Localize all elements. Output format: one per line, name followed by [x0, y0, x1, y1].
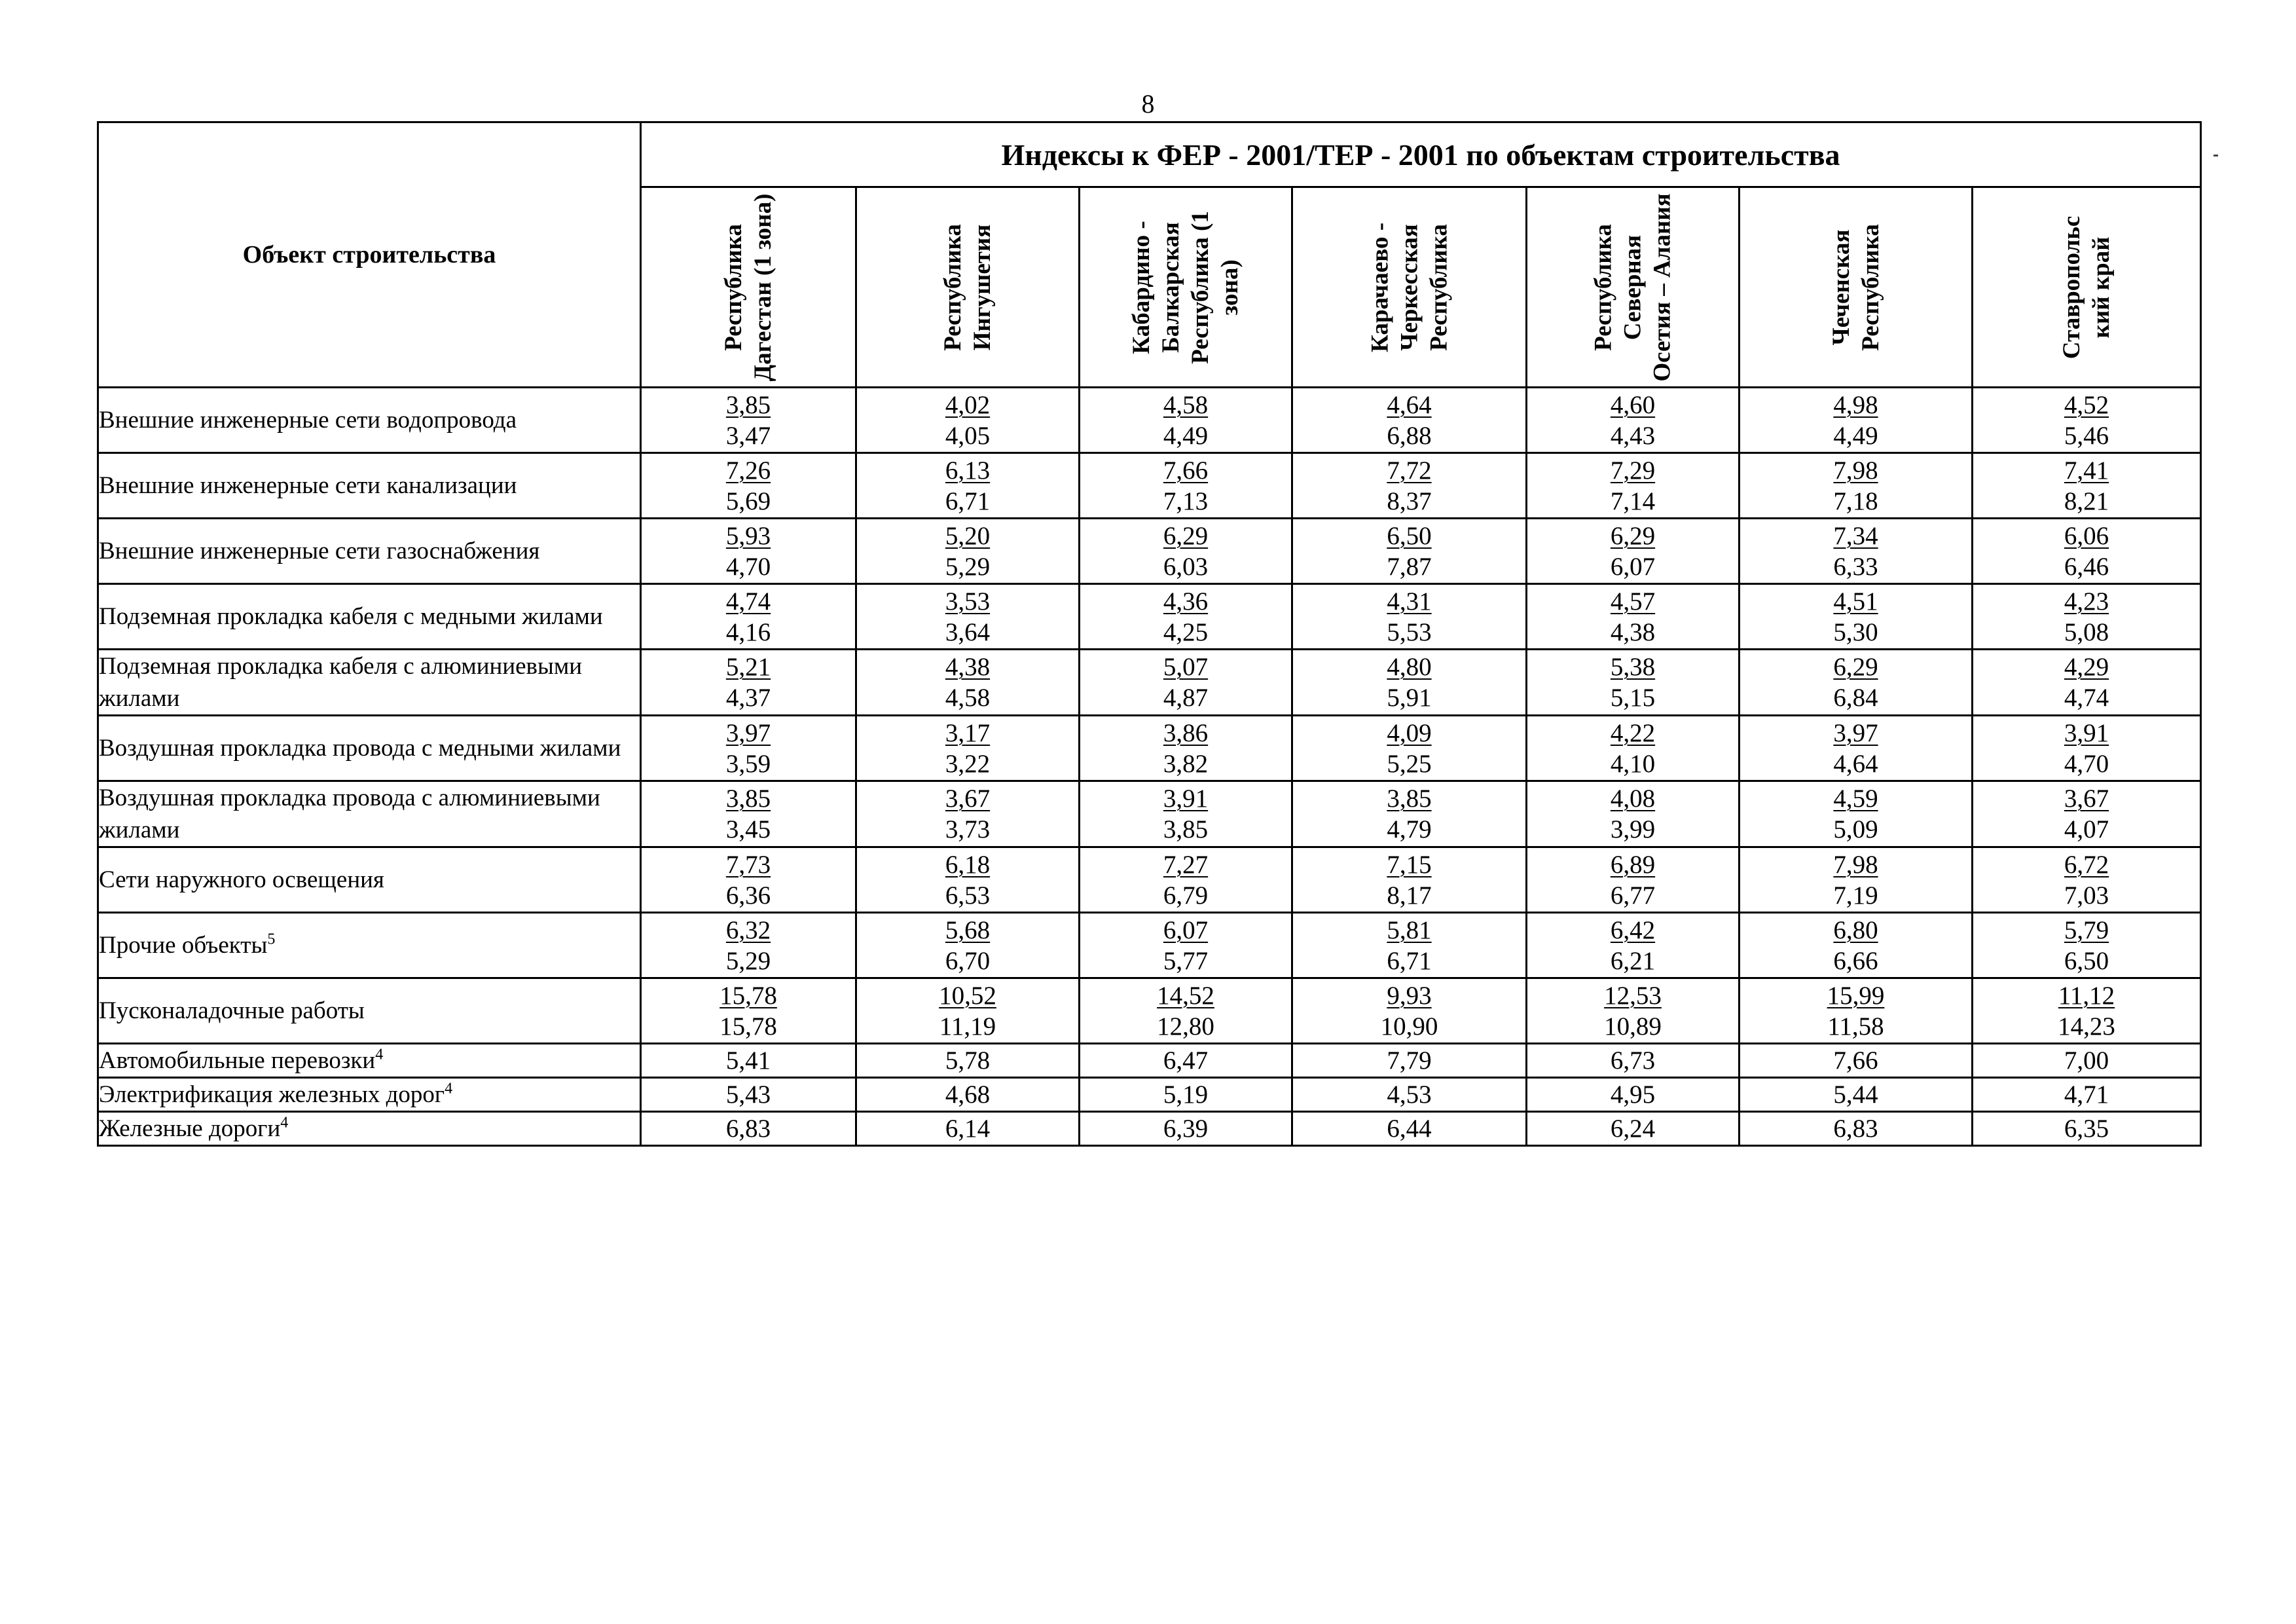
index-fraction-cell — [1292, 847, 1527, 913]
index-denominator: 6,79 — [1163, 881, 1209, 910]
index-numerator: 4,08 — [1610, 784, 1656, 813]
index-denominator: 3,59 — [725, 749, 771, 778]
row-label-text: Электрификация железных дорог — [99, 1081, 445, 1108]
index-fraction-cell — [641, 453, 856, 519]
index-numerator: 5,07 — [1163, 653, 1209, 681]
index-denominator: 14,23 — [2058, 1012, 2115, 1041]
index-numerator: 6,50 — [1387, 521, 1432, 550]
index-denominator: 6,71 — [1387, 946, 1432, 975]
index-denominator: 6,88 — [1387, 421, 1432, 450]
index-denominator: 6,66 — [1833, 946, 1878, 975]
row-label-text: Воздушная прокладка провода с алюминиевыми жилами — [99, 784, 600, 843]
index-fraction-cell — [856, 388, 1080, 453]
index-value: 6,47 — [1080, 1044, 1292, 1078]
row-label-text: Внешние инженерные сети канализации — [99, 472, 517, 499]
index-fraction-cell — [641, 716, 856, 781]
index-denominator: 6,71 — [945, 487, 991, 515]
index-denominator: 3,73 — [945, 815, 991, 843]
index-fraction-cell — [641, 913, 856, 978]
table-row — [98, 519, 2201, 584]
index-numerator: 7,66 — [1163, 456, 1209, 485]
index-fraction-cell — [1292, 388, 1527, 453]
index-fraction-cell — [1080, 519, 1292, 584]
index-fraction-cell — [1527, 519, 1740, 584]
index-value: 6,73 — [1527, 1044, 1740, 1078]
index-fraction-cell — [1973, 978, 2201, 1044]
index-numerator: 4,64 — [1387, 390, 1432, 419]
index-denominator: 5,08 — [2064, 618, 2109, 646]
row-label — [98, 453, 641, 519]
index-numerator: 5,79 — [2064, 915, 2109, 944]
index-fraction-cell — [1527, 781, 1740, 847]
index-fraction-cell — [1973, 453, 2201, 519]
index-value: 6,14 — [856, 1112, 1080, 1146]
index-numerator: 6,72 — [2064, 850, 2109, 879]
region-header-chechnya — [1740, 187, 1973, 388]
index-fraction-cell — [1973, 716, 2201, 781]
index-numerator: 4,80 — [1387, 653, 1432, 681]
index-denominator: 5,30 — [1833, 618, 1878, 646]
index-fraction-cell — [1973, 584, 2201, 650]
index-fraction-cell — [1527, 978, 1740, 1044]
index-numerator: 3,91 — [2064, 718, 2109, 747]
table-title: Индексы к ФЕР - 2001/ТЕР - 2001 по объектам строительства — [641, 122, 2201, 187]
index-denominator: 4,16 — [725, 618, 771, 646]
index-denominator: 7,19 — [1833, 881, 1878, 910]
index-denominator: 4,70 — [725, 552, 771, 581]
index-fraction-cell — [1973, 388, 2201, 453]
index-numerator: 9,93 — [1387, 981, 1432, 1010]
index-numerator: 12,53 — [1604, 981, 1662, 1010]
row-label — [98, 978, 641, 1044]
index-fraction-cell — [1292, 519, 1527, 584]
index-fraction-cell — [1292, 584, 1527, 650]
index-denominator: 11,58 — [1827, 1012, 1884, 1041]
row-label-text: Внешние инженерные сети газоснабжения — [99, 538, 540, 564]
index-fraction-cell — [1080, 584, 1292, 650]
index-value: 6,44 — [1292, 1112, 1527, 1146]
index-numerator: 3,85 — [1387, 784, 1432, 813]
index-fraction-cell — [1080, 388, 1292, 453]
row-label — [98, 847, 641, 913]
index-numerator: 7,98 — [1833, 850, 1878, 879]
index-numerator: 6,42 — [1610, 915, 1656, 944]
index-value: 4,68 — [856, 1078, 1080, 1112]
index-fraction-cell — [1080, 781, 1292, 847]
footnote-mark: 5 — [267, 931, 276, 948]
index-denominator: 7,18 — [1833, 487, 1878, 515]
index-denominator: 5,69 — [725, 487, 771, 515]
index-fraction-cell — [856, 716, 1080, 781]
index-numerator: 7,26 — [725, 456, 771, 485]
row-label — [98, 388, 641, 453]
index-denominator: 7,87 — [1387, 552, 1432, 581]
index-denominator: 3,22 — [945, 749, 991, 778]
index-fraction-cell — [1740, 913, 1973, 978]
index-denominator: 4,64 — [1833, 749, 1878, 778]
index-value: 4,71 — [1973, 1078, 2201, 1112]
index-denominator: 10,89 — [1604, 1012, 1662, 1041]
index-denominator: 3,64 — [945, 618, 991, 646]
index-denominator: 6,36 — [725, 881, 771, 910]
index-numerator: 7,15 — [1387, 850, 1432, 879]
index-denominator: 6,70 — [945, 946, 991, 975]
index-fraction-cell — [1740, 453, 1973, 519]
index-numerator: 7,73 — [725, 850, 771, 879]
index-fraction-cell — [1080, 847, 1292, 913]
row-label — [98, 781, 641, 847]
index-fraction-cell — [856, 913, 1080, 978]
row-label-text: Внешние инженерные сети водопровода — [99, 407, 517, 434]
index-denominator: 11,19 — [939, 1012, 996, 1041]
index-fraction-cell — [1527, 584, 1740, 650]
region-header-label: Республика Северная Осетия – Алания — [1590, 193, 1676, 382]
region-header-karachay-cherkessia — [1292, 187, 1527, 388]
row-label — [98, 1112, 641, 1146]
region-header-label: Республика Ингушетия — [939, 223, 996, 351]
region-header-dagestan — [641, 187, 856, 388]
index-denominator: 4,25 — [1163, 618, 1209, 646]
index-fraction-cell — [1527, 913, 1740, 978]
index-fraction-cell — [856, 650, 1080, 716]
index-denominator: 5,53 — [1387, 618, 1432, 646]
index-fraction-cell — [641, 388, 856, 453]
index-numerator: 4,59 — [1833, 784, 1878, 813]
index-fraction-cell — [1292, 716, 1527, 781]
table-row — [98, 847, 2201, 913]
index-denominator: 6,53 — [945, 881, 991, 910]
index-numerator: 4,02 — [945, 390, 991, 419]
index-fraction-cell — [1740, 978, 1973, 1044]
index-denominator: 3,99 — [1610, 815, 1656, 843]
index-numerator: 6,06 — [2064, 521, 2109, 550]
index-denominator: 8,21 — [2064, 487, 2109, 515]
index-fraction-cell — [1973, 781, 2201, 847]
index-denominator: 4,58 — [945, 684, 991, 712]
table-row — [98, 978, 2201, 1044]
index-numerator: 4,31 — [1387, 587, 1432, 616]
index-fraction-cell — [641, 650, 856, 716]
index-numerator: 4,36 — [1163, 587, 1209, 616]
index-numerator: 6,80 — [1833, 915, 1878, 944]
index-denominator: 5,91 — [1387, 684, 1432, 712]
index-fraction-cell — [1973, 519, 2201, 584]
row-label — [98, 1078, 641, 1112]
index-denominator: 15,78 — [720, 1012, 777, 1041]
index-denominator: 6,21 — [1610, 946, 1656, 975]
scan-mark — [2214, 155, 2218, 157]
index-numerator: 15,99 — [1827, 981, 1885, 1010]
index-denominator: 6,50 — [2064, 946, 2109, 975]
region-header-ingushetia — [856, 187, 1080, 388]
index-fraction-cell — [1080, 978, 1292, 1044]
index-value: 7,66 — [1740, 1044, 1973, 1078]
index-numerator: 3,53 — [945, 587, 991, 616]
index-denominator: 4,74 — [2064, 684, 2109, 712]
index-value: 7,00 — [1973, 1044, 2201, 1078]
index-fraction-cell — [641, 584, 856, 650]
table-row — [98, 913, 2201, 978]
index-denominator: 4,43 — [1610, 421, 1656, 450]
row-label — [98, 519, 641, 584]
row-label-text: Сети наружного освещения — [99, 866, 384, 893]
index-fraction-cell — [641, 781, 856, 847]
index-numerator: 4,60 — [1610, 390, 1656, 419]
page-number: 8 — [1141, 89, 1155, 119]
index-denominator: 3,85 — [1163, 815, 1209, 843]
index-numerator: 4,09 — [1387, 718, 1432, 747]
index-denominator: 6,07 — [1610, 552, 1656, 581]
index-numerator: 4,98 — [1833, 390, 1878, 419]
index-numerator: 3,97 — [1833, 718, 1878, 747]
index-numerator: 6,32 — [725, 915, 771, 944]
index-denominator: 6,46 — [2064, 552, 2109, 581]
index-numerator: 4,22 — [1610, 718, 1656, 747]
index-fraction-cell — [856, 781, 1080, 847]
index-fraction-cell — [1292, 650, 1527, 716]
index-fraction-cell — [1527, 716, 1740, 781]
index-denominator: 7,03 — [2064, 881, 2109, 910]
index-denominator: 5,25 — [1387, 749, 1432, 778]
index-denominator: 3,47 — [725, 421, 771, 450]
index-denominator: 7,14 — [1610, 487, 1656, 515]
index-denominator: 6,03 — [1163, 552, 1209, 581]
index-numerator: 6,29 — [1163, 521, 1209, 550]
footnote-mark: 4 — [280, 1114, 289, 1132]
index-fraction-cell — [1080, 913, 1292, 978]
index-numerator: 6,07 — [1163, 915, 1209, 944]
index-denominator: 4,10 — [1610, 749, 1656, 778]
row-label-text: Автомобильные перевозки — [99, 1047, 376, 1074]
index-fraction-cell — [641, 847, 856, 913]
row-label — [98, 650, 641, 716]
index-denominator: 10,90 — [1380, 1012, 1438, 1041]
index-value: 6,83 — [641, 1112, 856, 1146]
index-fraction-cell — [641, 519, 856, 584]
index-numerator: 7,41 — [2064, 456, 2109, 485]
object-column-header: Объект строительства — [98, 122, 641, 388]
index-denominator: 5,77 — [1163, 946, 1209, 975]
index-numerator: 7,72 — [1387, 456, 1432, 485]
index-numerator: 3,86 — [1163, 718, 1209, 747]
table-row — [98, 716, 2201, 781]
region-header-label: Кабардино - Балкарская Республика (1 зона) — [1128, 210, 1243, 364]
index-fraction-cell — [1080, 650, 1292, 716]
index-numerator: 11,12 — [2058, 981, 2115, 1010]
table-row — [98, 584, 2201, 650]
index-fraction-cell — [1740, 584, 1973, 650]
index-numerator: 4,57 — [1610, 587, 1656, 616]
index-numerator: 6,18 — [945, 850, 991, 879]
index-denominator: 12,80 — [1157, 1012, 1214, 1041]
region-header-kabardino-balkaria — [1080, 187, 1292, 388]
index-denominator: 7,13 — [1163, 487, 1209, 515]
index-numerator: 7,98 — [1833, 456, 1878, 485]
index-value: 5,43 — [641, 1078, 856, 1112]
index-value: 6,35 — [1973, 1112, 2201, 1146]
index-fraction-cell — [1527, 847, 1740, 913]
region-header-north-ossetia — [1527, 187, 1740, 388]
index-denominator: 5,15 — [1610, 684, 1656, 712]
index-denominator: 4,38 — [1610, 618, 1656, 646]
index-denominator: 4,05 — [945, 421, 991, 450]
index-fraction-cell — [1740, 716, 1973, 781]
index-denominator: 4,07 — [2064, 815, 2109, 843]
index-numerator: 5,38 — [1610, 653, 1656, 681]
index-denominator: 4,87 — [1163, 684, 1209, 712]
index-fraction-cell — [1740, 388, 1973, 453]
region-header-stavropol — [1973, 187, 2201, 388]
index-denominator: 4,37 — [725, 684, 771, 712]
index-denominator: 5,29 — [725, 946, 771, 975]
row-label-text: Железные дороги — [99, 1115, 281, 1142]
index-numerator: 5,81 — [1387, 915, 1432, 944]
index-denominator: 8,37 — [1387, 487, 1432, 515]
index-fraction-cell — [1740, 650, 1973, 716]
index-fraction-cell — [1527, 388, 1740, 453]
index-numerator: 7,29 — [1610, 456, 1656, 485]
index-numerator: 5,68 — [945, 915, 991, 944]
table-row — [98, 781, 2201, 847]
index-numerator: 5,21 — [725, 653, 771, 681]
table-row — [98, 1112, 2201, 1146]
index-numerator: 3,85 — [725, 390, 771, 419]
index-fraction-cell — [1292, 781, 1527, 847]
index-denominator: 5,29 — [945, 552, 991, 581]
index-numerator: 5,20 — [945, 521, 991, 550]
index-fraction-cell — [1740, 847, 1973, 913]
row-label-text: Подземная прокладка кабеля с алюминиевыми жилами — [99, 653, 583, 712]
row-label — [98, 1044, 641, 1078]
index-fraction-cell — [856, 847, 1080, 913]
index-value: 6,39 — [1080, 1112, 1292, 1146]
row-label — [98, 913, 641, 978]
table-row — [98, 1044, 2201, 1078]
index-numerator: 4,58 — [1163, 390, 1209, 419]
index-fraction-cell — [1973, 847, 2201, 913]
index-value: 5,19 — [1080, 1078, 1292, 1112]
index-denominator: 5,46 — [2064, 421, 2109, 450]
index-numerator: 3,67 — [945, 784, 991, 813]
index-numerator: 4,51 — [1833, 587, 1878, 616]
index-table — [97, 121, 2202, 1147]
index-value: 6,24 — [1527, 1112, 1740, 1146]
index-fraction-cell — [856, 584, 1080, 650]
index-denominator: 4,79 — [1387, 815, 1432, 843]
index-value: 7,79 — [1292, 1044, 1527, 1078]
index-numerator: 6,13 — [945, 456, 991, 485]
index-denominator: 4,49 — [1833, 421, 1878, 450]
index-value: 5,41 — [641, 1044, 856, 1078]
footnote-mark: 4 — [375, 1046, 384, 1063]
table-row — [98, 453, 2201, 519]
row-label — [98, 716, 641, 781]
index-numerator: 6,89 — [1610, 850, 1656, 879]
table-row — [98, 1078, 2201, 1112]
index-fraction-cell — [1973, 650, 2201, 716]
index-fraction-cell — [1527, 453, 1740, 519]
index-fraction-cell — [1740, 519, 1973, 584]
region-header-label: Карачаево - Черкесская Республика — [1366, 222, 1452, 352]
index-numerator: 4,23 — [2064, 587, 2109, 616]
index-numerator: 4,29 — [2064, 653, 2109, 681]
index-denominator: 3,82 — [1163, 749, 1209, 778]
index-numerator: 7,34 — [1833, 521, 1878, 550]
row-label-text: Пусконаладочные работы — [99, 997, 365, 1024]
index-fraction-cell — [1292, 978, 1527, 1044]
row-label-text: Прочие объекты — [99, 932, 268, 959]
index-value: 5,44 — [1740, 1078, 1973, 1112]
index-value: 5,78 — [856, 1044, 1080, 1078]
index-numerator: 14,52 — [1157, 981, 1214, 1010]
index-numerator: 3,85 — [725, 784, 771, 813]
index-denominator: 8,17 — [1387, 881, 1432, 910]
index-value: 4,95 — [1527, 1078, 1740, 1112]
index-denominator: 4,70 — [2064, 749, 2109, 778]
index-numerator: 6,29 — [1833, 653, 1878, 681]
index-fraction-cell — [641, 978, 856, 1044]
index-value: 6,83 — [1740, 1112, 1973, 1146]
row-label-text: Подземная прокладка кабеля с медными жилами — [99, 603, 603, 630]
index-fraction-cell — [1292, 913, 1527, 978]
index-denominator: 6,84 — [1833, 684, 1878, 712]
table-row — [98, 650, 2201, 716]
index-numerator: 3,17 — [945, 718, 991, 747]
index-numerator: 4,52 — [2064, 390, 2109, 419]
index-fraction-cell — [1740, 781, 1973, 847]
index-numerator: 3,91 — [1163, 784, 1209, 813]
index-value: 4,53 — [1292, 1078, 1527, 1112]
index-fraction-cell — [856, 978, 1080, 1044]
index-fraction-cell — [1292, 453, 1527, 519]
index-fraction-cell — [1080, 453, 1292, 519]
index-denominator: 4,49 — [1163, 421, 1209, 450]
index-numerator: 3,97 — [725, 718, 771, 747]
index-denominator: 3,45 — [725, 815, 771, 843]
region-header-label: Ставропольс кий край — [2058, 215, 2115, 359]
index-numerator: 6,29 — [1610, 521, 1656, 550]
row-label — [98, 584, 641, 650]
index-numerator: 15,78 — [720, 981, 777, 1010]
region-header-label: Республика Дагестан (1 зона) — [720, 193, 776, 381]
row-label-text: Воздушная прокладка провода с медными жилами — [99, 735, 621, 762]
footnote-mark: 4 — [445, 1080, 453, 1098]
index-numerator: 10,52 — [939, 981, 996, 1010]
index-fraction-cell — [856, 519, 1080, 584]
index-numerator: 3,67 — [2064, 784, 2109, 813]
index-fraction-cell — [1080, 716, 1292, 781]
index-numerator: 5,93 — [725, 521, 771, 550]
index-fraction-cell — [1527, 650, 1740, 716]
index-numerator: 4,74 — [725, 587, 771, 616]
index-denominator: 6,77 — [1610, 881, 1656, 910]
region-header-label: Чеченская Республика — [1827, 223, 1884, 351]
index-denominator: 5,09 — [1833, 815, 1878, 843]
index-numerator: 7,27 — [1163, 850, 1209, 879]
index-denominator: 6,33 — [1833, 552, 1878, 581]
index-numerator: 4,38 — [945, 653, 991, 681]
index-fraction-cell — [856, 453, 1080, 519]
index-fraction-cell — [1973, 913, 2201, 978]
table-row — [98, 388, 2201, 453]
